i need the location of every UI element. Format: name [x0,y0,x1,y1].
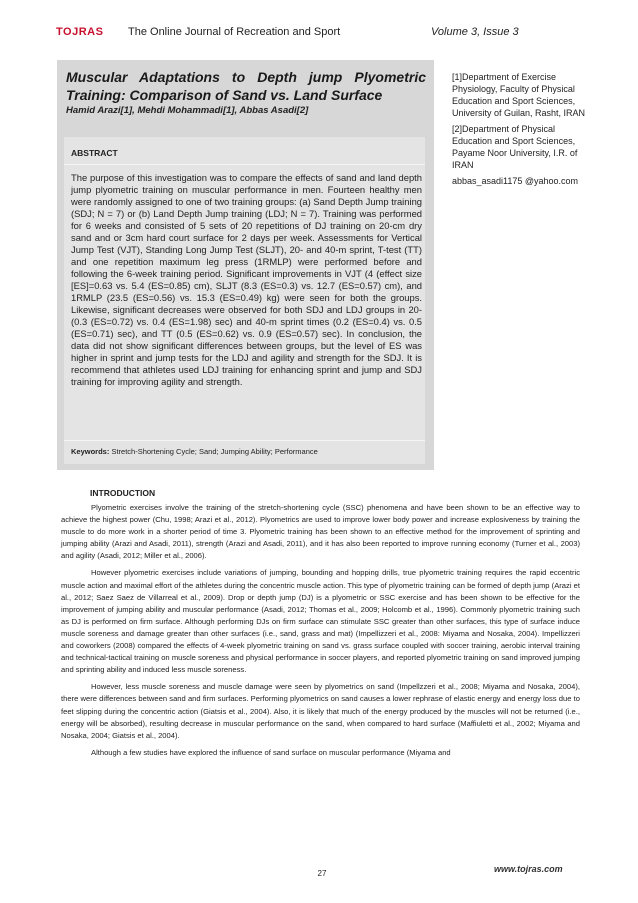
keywords-list: Stretch-Shortening Cycle; Sand; Jumping Ability; Performance [111,447,318,456]
paragraph: However plyometric exercises include variations of jumping, bounding and hopping drills, true plyometric training requires the rapid eccentric muscle action and maximal effort of the athletes during the concentric muscle action. This type of plyometric training can be formed of depth jump (Arazi et al., 2012; Saez Saez de Villarreal et al., 2009). Drop or depth jump (DJ) is a plyometric or SSC exercise and has been shown to be effective for the improvement of jumping ability and muscular performance (Asadi, 2012; Thomas et al., 2009; Holcomb et al., 1996). Commonly plyometric training such as DJ is performed on firm surface. Although performing DJs on firm surface can stimulate SSC greater than other surfaces, this type of surface induce muscle soreness and damage greater than other surfaces (i.e., sand, grass and mat) (Impellizzeri et al., 2008: Miyama and Nosaka, 2004). Impellizzeri and coworkers (2008) compared the effects of 4-week plyometric training on sand vs. grass surface coupled with soccer training, aerobic interval training and technical-tactical training on muscle soreness and physical performance in soccer players, and reported plyometric training on sand improved jumping and sprinting ability and induced less muscle soreness. [61,568,580,675]
abstract-text: The purpose of this investigation was to compare the effects of sand and land depth jump plyometric training on muscular performance in men. Fourteen healthy men were randomly assigned to one of two training groups: (a) Sand Depth Jump training (SDJ; N = 7) or (b) Land Depth Jump training (LDJ; N = 7). Training was performed for 6 weeks and consisted of 5 sets of 20 repetitions of DJ training on 20-cm dry sand and or 3cm hard court surface for 2 days per week. Assessments for Vertical Jump Test (VJT), Standing Long Jump Test (SLJT), 20- and 40-m sprint, T-test (TT) and one repetition maximum leg press (1RMLP) were performed before and following the 6-week training period. Significant improvements in VJT (4 (effect size [ES]=0.63 vs. 5.4 (ES=0.85) cm), SLJT (8.3 (ES=0.3) vs. 12.7 (ES=0.57) cm), and 1RMLP (23.5 (ES=0.56) vs. 15.3 (ES=0.49) kg) were seen for both the groups. Likewise, significant decreases were observed for both SDJ and LDJ groups in 20- (0.3 (ES=0.72) vs. 0.4 (ES=1.98) sec) and 40-m sprint times (0.2 (ES=0.4) vs. 0.5 (ES=0.71) sec), and TT (0.5 (ES=0.62) vs. 0.9 (ES=0.57) sec). In conclusion, the data did not show significant differences between groups, but the level of ES was higher in sprint and jump tests for the LDJ and agility and strength for the SDJ. It is recommend that athletes used LDJ training for enhancing sprint and jump and SDJ training for improving agility and strength. [71,172,422,387]
introduction-body [61,502,580,764]
volume-issue: Volume 3, Issue 3 [431,26,519,38]
keywords [71,447,422,456]
journal-name: The Online Journal of Recreation and Sport [128,26,341,38]
journal-logo: TOJRAS [56,26,104,38]
journal-website[interactable]: www.tojras.com [494,864,563,874]
abstract-heading: ABSTRACT [71,148,118,158]
abstract-divider [64,164,425,165]
article-title: Muscular Adaptations to Depth jump Plyometric Training: Comparison of Sand vs. Land Surface [66,69,426,103]
affiliation-1: [1]Department of Exercise Physiology, Faculty of Physical Education and Sport Sciences, University of Guilan, Rasht, IRAN [452,72,586,118]
page-header [0,0,638,44]
keywords-divider [64,440,425,441]
section-heading-introduction: INTRODUCTION [90,488,156,498]
article-authors: Hamid Arazi[1], Mehdi Mohammadi[1], Abbas Asadi[2] [66,105,309,116]
affiliation-2: [2]Department of Physical Education and Sport Sciences, Payame Noor University, I.R. of IRAN [452,124,578,170]
paragraph: However, less muscle soreness and muscle damage were seen by plyometrics on sand (Impellzzeri et al., 2008; Miyama and Nosaka, 2004), there were differences between sand and firm surfaces. Performing plyometrics on sand causes a lower rephrase of elastic energy and energy loss due to feet slipping during the concentric action (Giatsis et al., 2004). Also, it is likely that much of the energy produced by the muscles will not be returned (i.e., energy will be absorbed), resulting decrease in muscular performance on the sand, when compared to hard surface (Maffiuletti et al., 2002; Miyama and Nosaka, 2004; Giatsis et al., 2004). [61,682,580,740]
paragraph: Although a few studies have explored the influence of sand surface on muscular performance (Miyama and [91,747,451,757]
keywords-label: Keywords: [71,447,110,456]
contact-email: abbas_asadi1175 @yahoo.com [452,176,579,186]
affiliations [452,71,587,191]
paragraph: Plyometric exercises involve the training of the stretch-shortening cycle (SSC) phenomena and have been shown to be an effective way to achieve the highest power (Chu, 1998; Arazi et al., 2012). Plyometrics are used to improve lower body power and increase explosiveness by training the muscle to do more work in a shorter period of time 3. Plyometric training has been shown to an effective method for the improvement of sprinting and jumping ability (Arazi and Asadi, 2011), strength (Arazi and Asadi, 2011), and it has also been reported to improve running economy (Turner et al., 2003) and agility (Asadi, 2012; Miller et al., 2006). [61,503,580,561]
page-number: 27 [317,869,327,878]
